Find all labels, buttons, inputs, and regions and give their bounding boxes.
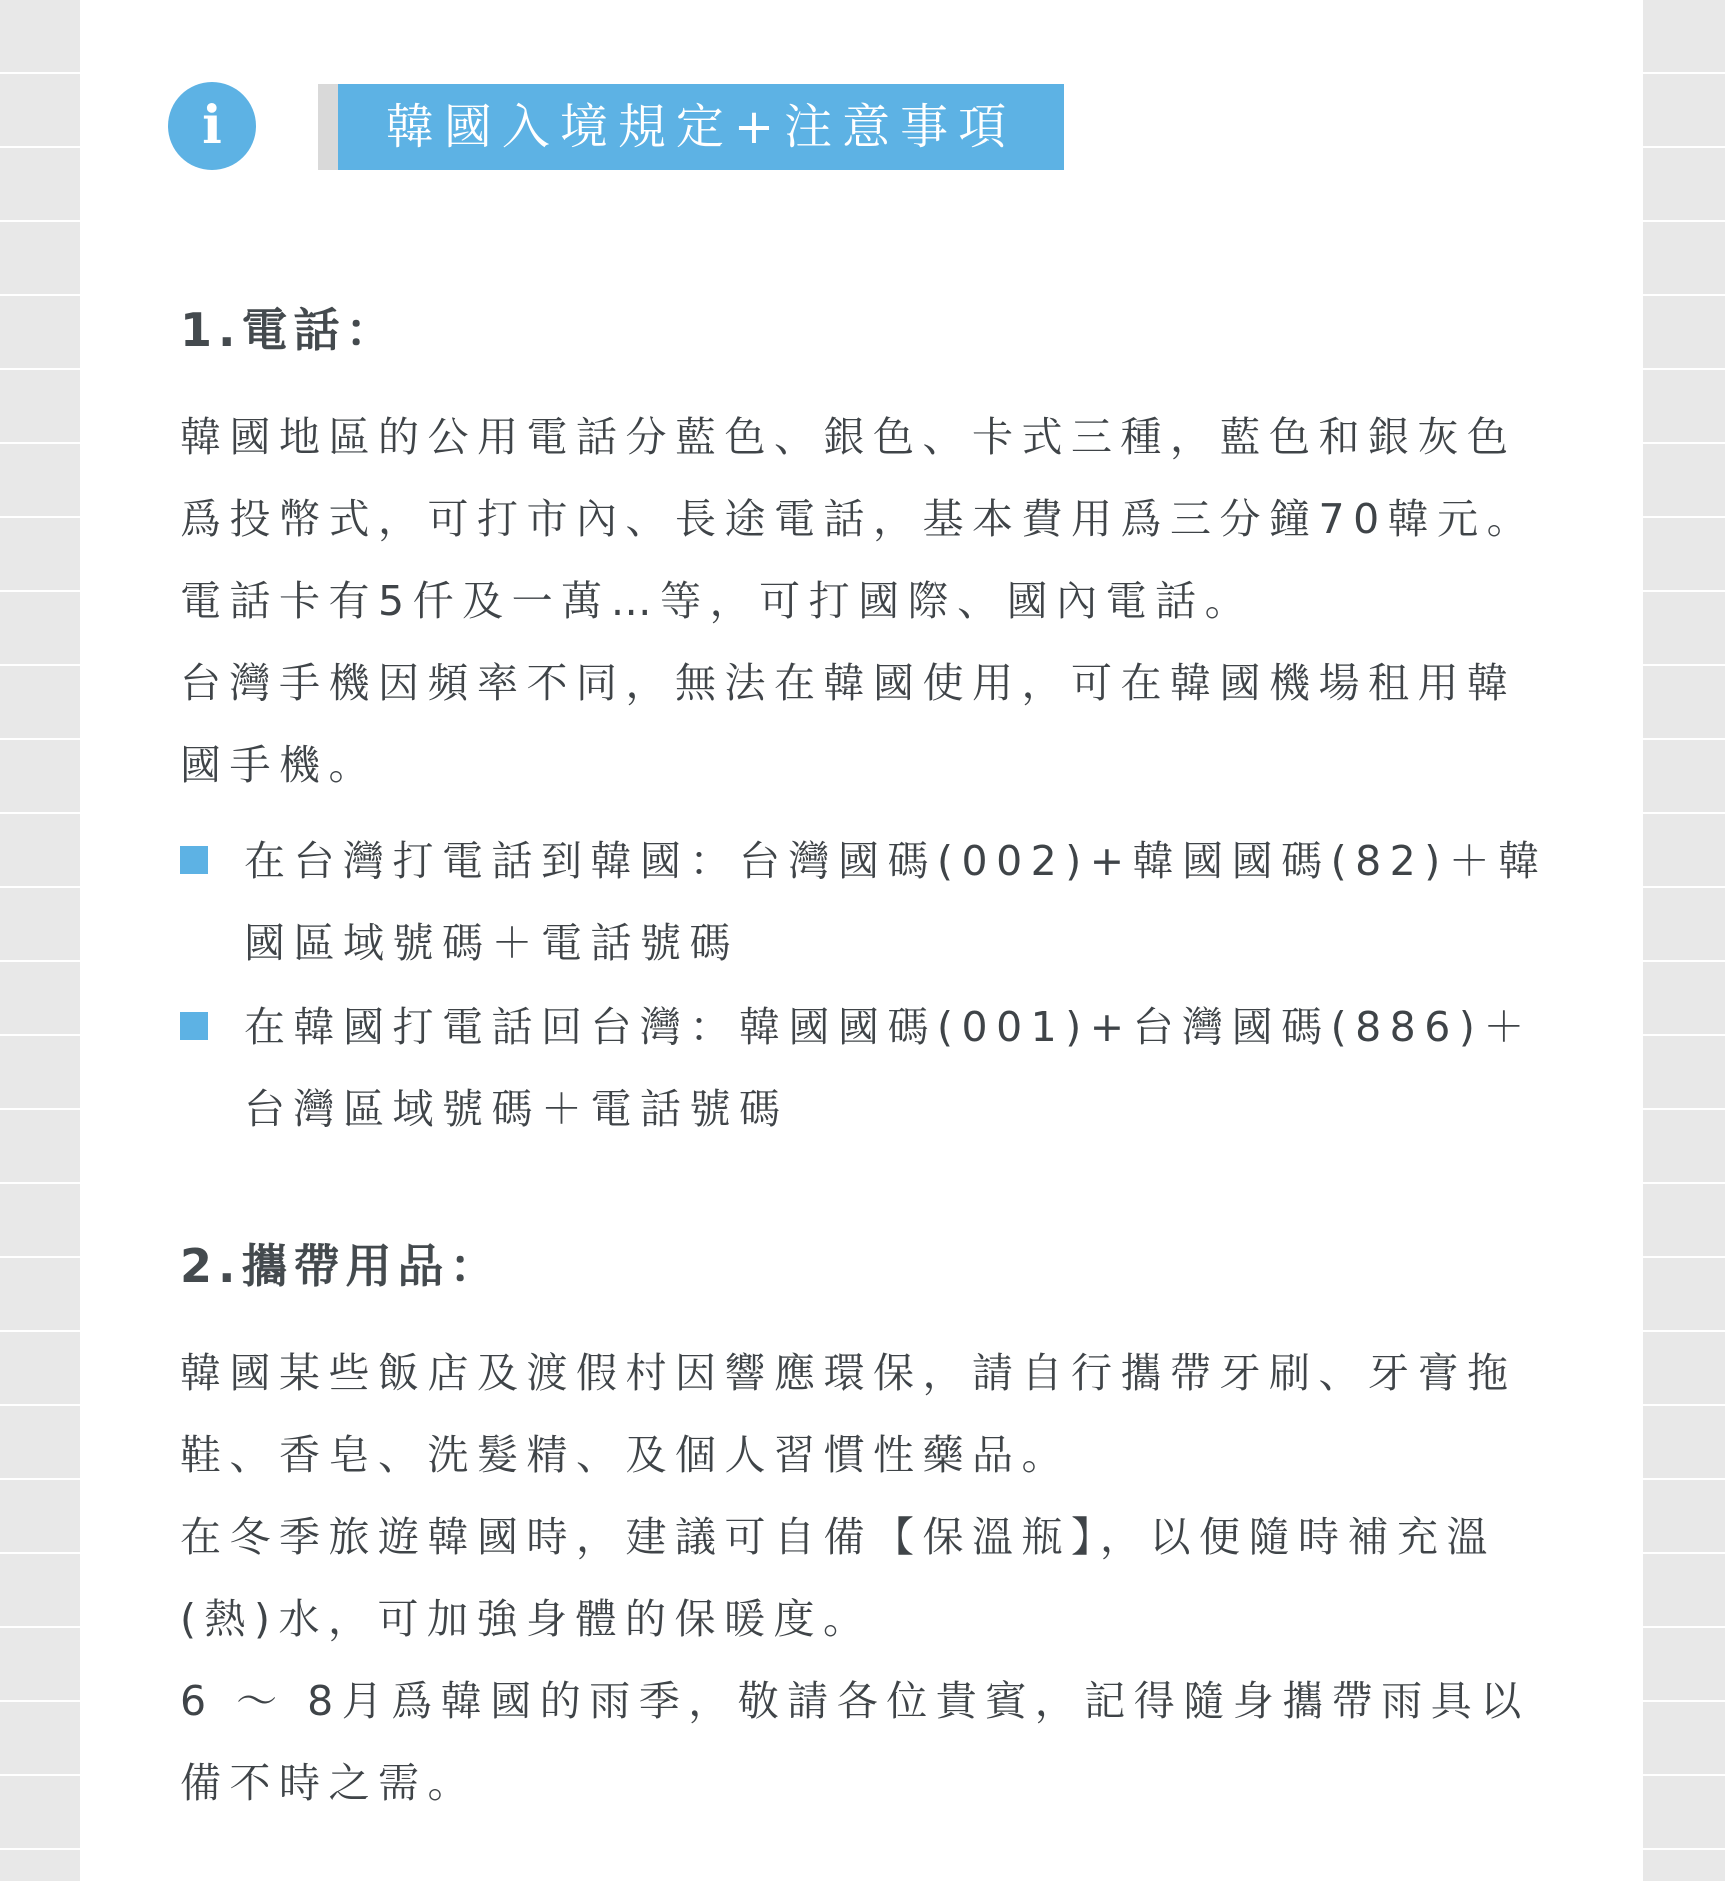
bullet-square-icon: [180, 846, 208, 874]
bullet-call-korea-to-taiwan: 在韓國打電話回台灣：韓國國碼(001)+台灣國碼(886)＋台灣區域號碼＋電話號碼: [244, 1003, 1533, 1133]
items-paragraph-rainy-season: 6 ～ 8月爲韓國的雨季，敬請各位貴賓，記得隨身攜帶雨具以備不時之需。: [180, 1677, 1530, 1807]
info-icon: i: [168, 82, 256, 170]
phone-paragraph-mobile: 台灣手機因頻率不同，無法在韓國使用，可在韓國機場租用韓國手機。: [180, 659, 1517, 789]
page-title: 韓國入境規定+注意事項: [338, 84, 1064, 170]
section-heading-items: 2.攜帶用品：: [180, 1239, 502, 1293]
section-heading-phone: 1.電話：: [180, 303, 398, 357]
items-paragraph-winter: 在冬季旅遊韓國時，建議可自備【保溫瓶】，以便隨時補充溫(熱)水，可加強身體的保暖度。: [180, 1513, 1496, 1643]
bullet-call-taiwan-to-korea: 在台灣打電話到韓國：台灣國碼(002)+韓國國碼(82)＋韓國區域號碼＋電話號碼: [244, 837, 1548, 967]
phone-paragraph-public-phones: 韓國地區的公用電話分藍色、銀色、卡式三種，藍色和銀灰色爲投幣式，可打市內、長途電話，基本費用爲三分鐘70韓元。 電話卡有5仟及一萬…等，可打國際、國內電話。: [180, 413, 1537, 625]
bullet-square-icon: [180, 1012, 208, 1040]
items-paragraph-toiletries: 韓國某些飯店及渡假村因響應環保，請自行攜帶牙刷、牙膏拖鞋、香皂、洗髮精、及個人習慣性藥品。: [180, 1349, 1517, 1479]
title-accent-bar: [318, 84, 338, 170]
